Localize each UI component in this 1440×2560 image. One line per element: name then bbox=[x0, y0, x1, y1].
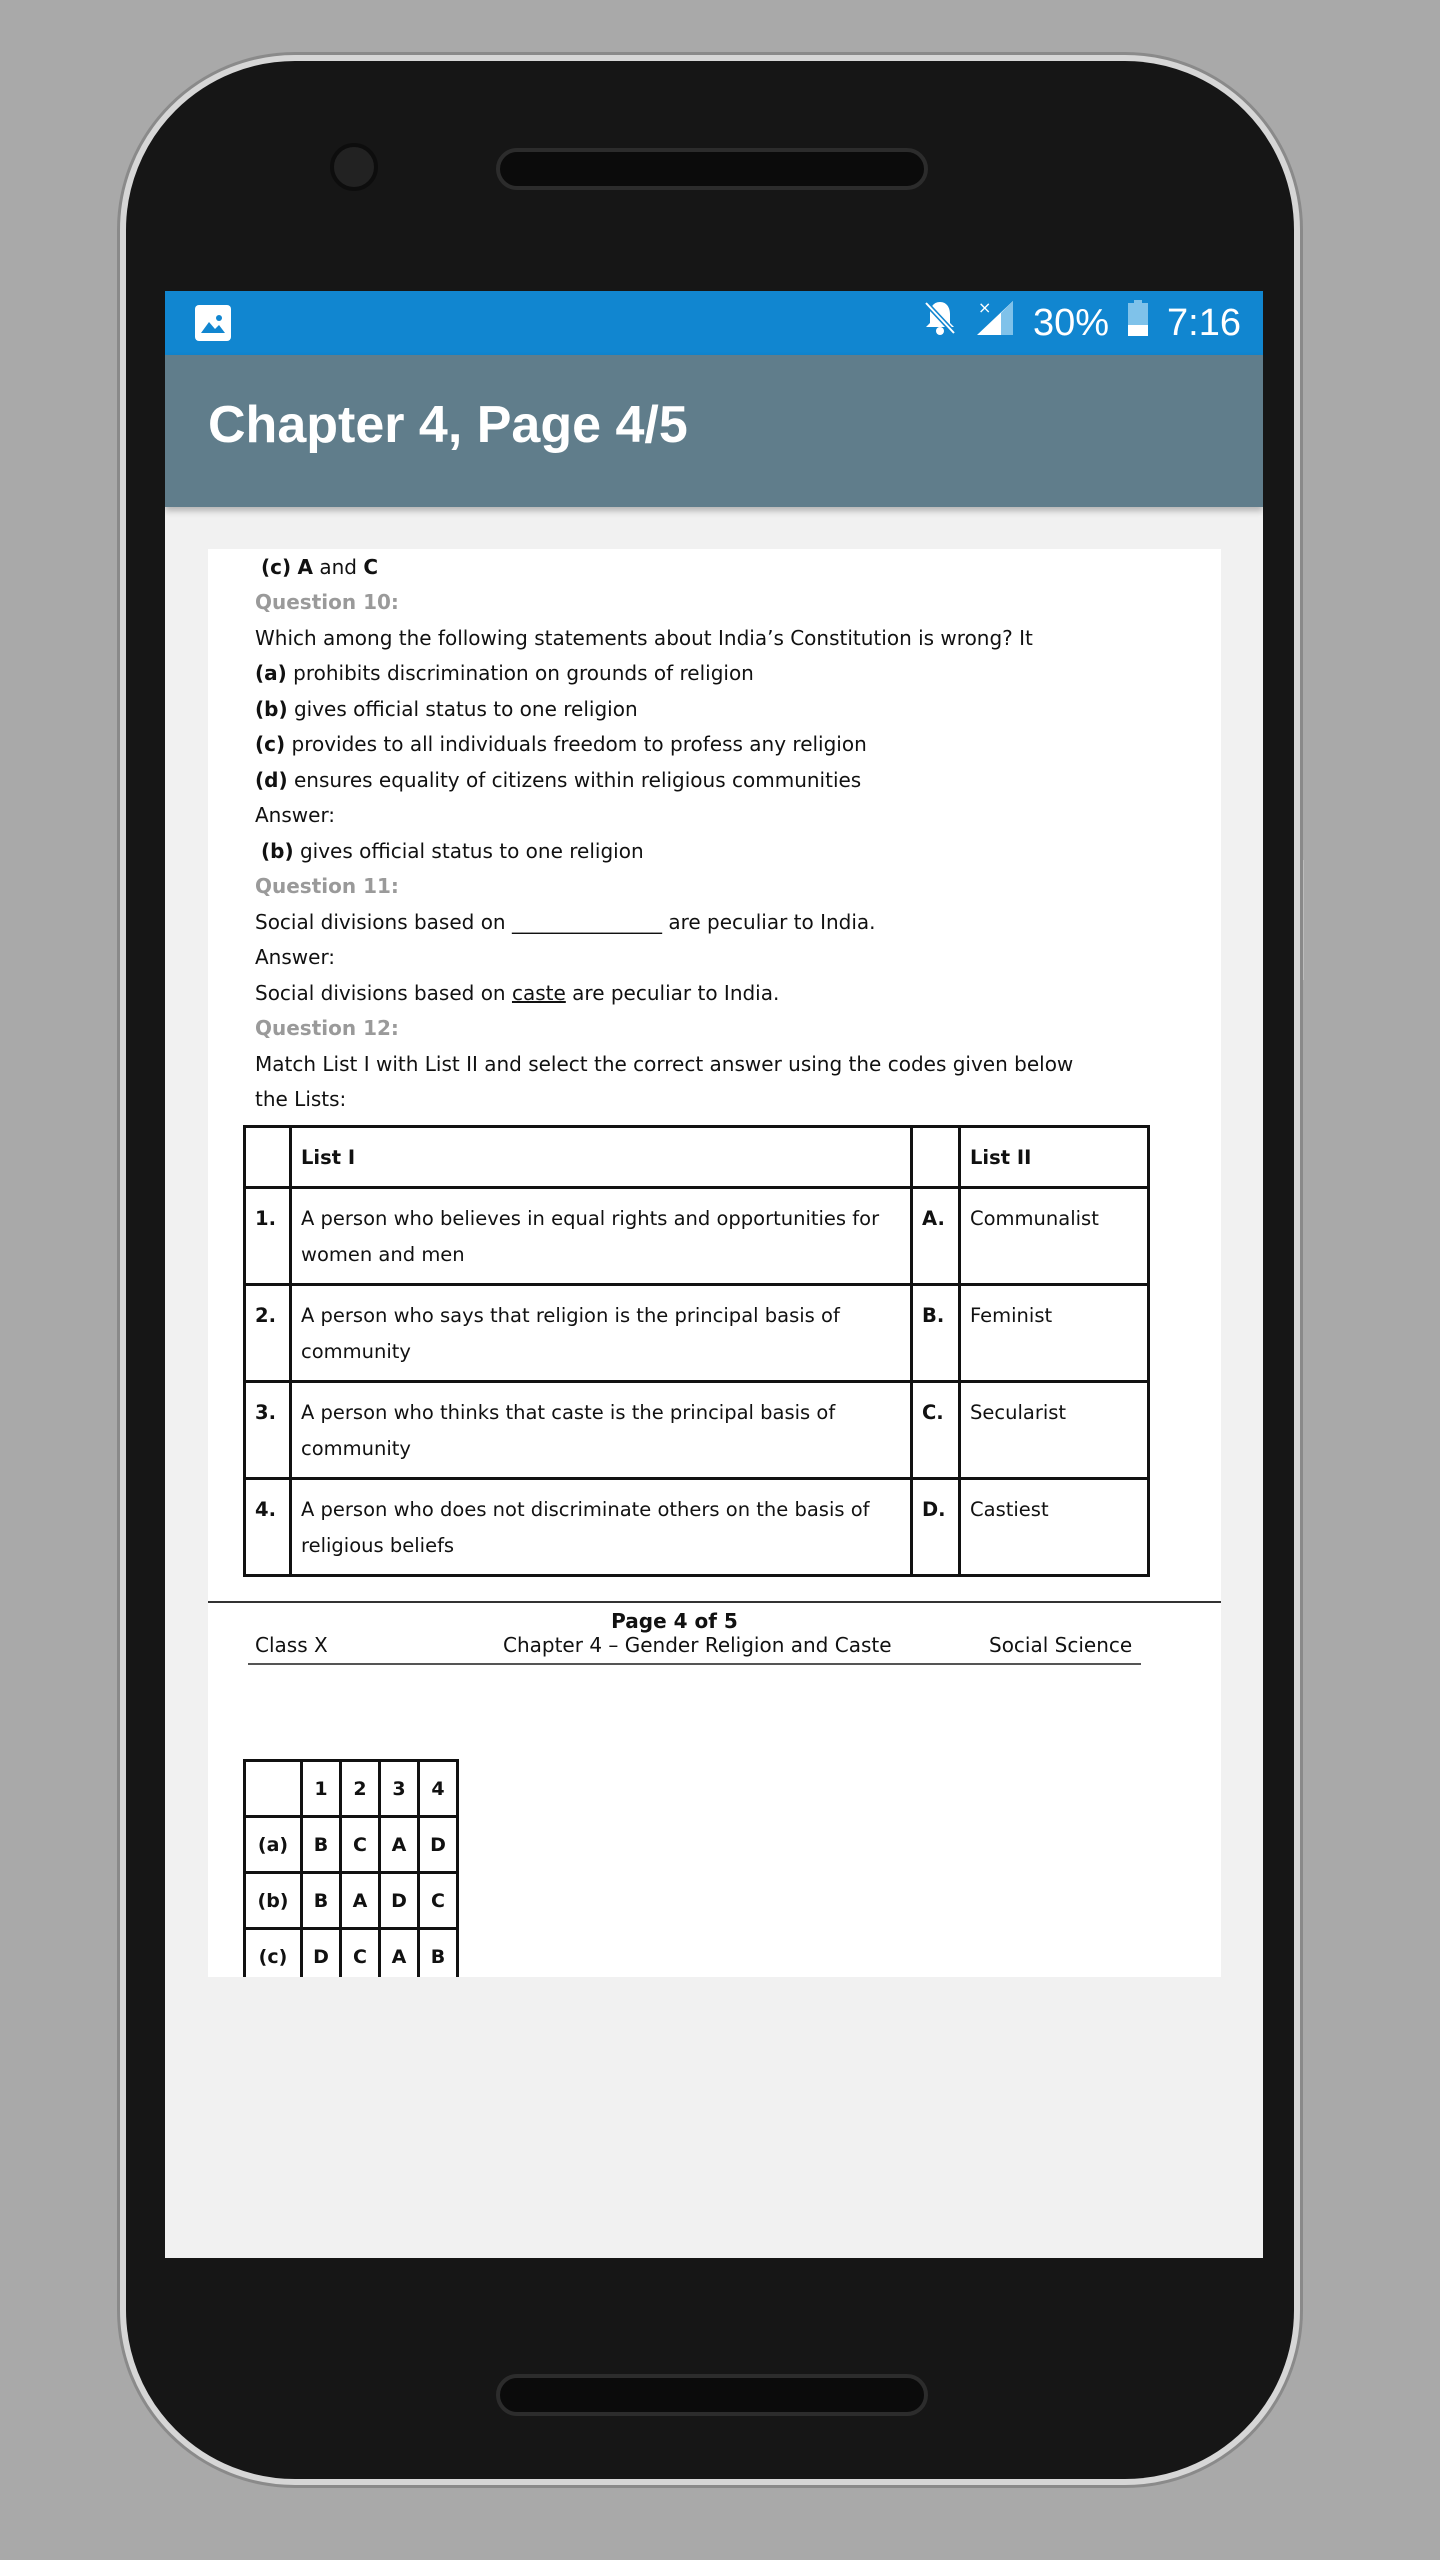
answer-word: caste bbox=[511, 981, 566, 1005]
codes-label: (b) bbox=[245, 1873, 302, 1929]
option-label: (d) bbox=[255, 768, 288, 792]
codes-header: 3 bbox=[380, 1761, 419, 1817]
row-number-text: 1. bbox=[255, 1207, 276, 1230]
answer-text: gives official status to one religion bbox=[299, 839, 644, 863]
bottom-speaker bbox=[496, 2374, 928, 2416]
footer-page: Page 4 of 5 bbox=[611, 1609, 738, 1633]
row-letter-text: B. bbox=[922, 1304, 945, 1327]
footer-center: Chapter 4 – Gender Religion and Caste bbox=[503, 1633, 892, 1657]
codes-cell: D bbox=[302, 1929, 341, 1978]
row-letter bbox=[912, 1382, 960, 1479]
codes-header: 1 bbox=[302, 1761, 341, 1817]
row-line2: women and men bbox=[301, 1243, 465, 1266]
question-10-answer bbox=[261, 839, 644, 863]
prev-answer bbox=[261, 555, 378, 579]
option-text: prohibits discrimination on grounds of religion bbox=[293, 661, 754, 685]
option-text: provides to all individuals freedom to profess any religion bbox=[291, 732, 867, 756]
codes-label: (c) bbox=[245, 1929, 302, 1978]
codes-cell: D bbox=[419, 1817, 458, 1873]
codes-cell: D bbox=[380, 1873, 419, 1929]
earpiece-speaker bbox=[496, 148, 928, 190]
question-10-option-d bbox=[255, 768, 861, 792]
page-title: Chapter 4, Page 4/5 bbox=[208, 396, 688, 454]
status-icons bbox=[923, 291, 1241, 355]
codes-cell bbox=[245, 1761, 302, 1817]
row-line2: community bbox=[301, 1437, 411, 1460]
row-line2: community bbox=[301, 1340, 411, 1363]
table-cell bbox=[912, 1127, 960, 1188]
codes-table bbox=[243, 1759, 459, 1977]
answer-text-post: are peculiar to India. bbox=[572, 981, 780, 1005]
row-letter bbox=[912, 1285, 960, 1382]
row-letter bbox=[912, 1479, 960, 1576]
row-description bbox=[291, 1188, 912, 1285]
status-bar bbox=[165, 291, 1263, 355]
question-12-heading: Question 12: bbox=[255, 1016, 399, 1040]
codes-header: 4 bbox=[419, 1761, 458, 1817]
row-item: Feminist bbox=[960, 1285, 1149, 1382]
row-item: Secularist bbox=[960, 1382, 1149, 1479]
codes-cell: C bbox=[419, 1873, 458, 1929]
prev-answer-label: (c) bbox=[261, 555, 292, 579]
codes-cell: B bbox=[419, 1929, 458, 1978]
codes-header-row bbox=[245, 1761, 458, 1817]
table-row bbox=[245, 1188, 1149, 1285]
row-number bbox=[245, 1285, 291, 1382]
svg-text:×: × bbox=[977, 299, 992, 317]
row-number bbox=[245, 1188, 291, 1285]
table-row bbox=[245, 1285, 1149, 1382]
question-11-answer bbox=[255, 981, 779, 1005]
question-11-heading: Question 11: bbox=[255, 874, 399, 898]
codes-row bbox=[245, 1929, 458, 1978]
answer-option: (b) bbox=[261, 839, 294, 863]
question-text-post: are peculiar to India. bbox=[668, 910, 876, 934]
list2-header: List II bbox=[970, 1146, 1032, 1169]
row-item: Castiest bbox=[960, 1479, 1149, 1576]
codes-cell: B bbox=[302, 1817, 341, 1873]
row-letter-text: C. bbox=[922, 1401, 944, 1424]
question-11-answer-label: Answer: bbox=[255, 945, 336, 969]
row-line1: A person who says that religion is the principal basis of bbox=[301, 1304, 840, 1327]
row-number bbox=[245, 1382, 291, 1479]
row-description bbox=[291, 1285, 912, 1382]
row-letter-text: D. bbox=[922, 1498, 946, 1521]
row-line1: A person who does not discriminate others on the basis of bbox=[301, 1498, 870, 1521]
question-10-text: Which among the following statements about India’s Constitution is wrong? It bbox=[255, 626, 1033, 650]
table-header-list2 bbox=[960, 1127, 1149, 1188]
row-description bbox=[291, 1479, 912, 1576]
footer-left: Class X bbox=[255, 1633, 328, 1657]
question-12-text-line1: Match List I with List II and select the correct answer using the codes given below bbox=[255, 1052, 1074, 1076]
prev-answer-and: and bbox=[319, 555, 357, 579]
row-number bbox=[245, 1479, 291, 1576]
codes-row bbox=[245, 1873, 458, 1929]
row-line2: religious beliefs bbox=[301, 1534, 455, 1557]
app-toolbar bbox=[165, 355, 1263, 507]
row-letter bbox=[912, 1188, 960, 1285]
table-cell bbox=[245, 1127, 291, 1188]
battery-percent: 30% bbox=[1032, 301, 1110, 344]
codes-cell: C bbox=[341, 1929, 380, 1978]
option-label: (c) bbox=[255, 732, 286, 756]
table-row bbox=[245, 1382, 1149, 1479]
codes-header: 2 bbox=[341, 1761, 380, 1817]
question-10-option-c bbox=[255, 732, 867, 756]
footer-underline bbox=[248, 1663, 1141, 1665]
question-10-option-b bbox=[255, 697, 638, 721]
option-text: gives official status to one religion bbox=[293, 697, 638, 721]
option-label: (a) bbox=[255, 661, 287, 685]
question-10-heading: Question 10: bbox=[255, 590, 399, 614]
row-line1: A person who believes in equal rights and opportunities for bbox=[301, 1207, 880, 1230]
codes-row bbox=[245, 1817, 458, 1873]
question-blank: _______________ bbox=[511, 910, 662, 934]
footer-divider bbox=[208, 1601, 1221, 1603]
row-number-text: 2. bbox=[255, 1304, 276, 1327]
row-line1: A person who thinks that caste is the principal basis of bbox=[301, 1401, 836, 1424]
question-text-pre: Social divisions based on bbox=[255, 910, 506, 934]
row-item: Communalist bbox=[960, 1188, 1149, 1285]
codes-cell: C bbox=[341, 1817, 380, 1873]
codes-label: (a) bbox=[245, 1817, 302, 1873]
question-12-text-line2: the Lists: bbox=[255, 1087, 347, 1111]
battery-icon bbox=[1127, 299, 1149, 347]
prev-answer-a: A bbox=[297, 555, 313, 579]
answer-text-pre: Social divisions based on bbox=[255, 981, 506, 1005]
match-table bbox=[243, 1125, 1150, 1577]
codes-cell: B bbox=[302, 1873, 341, 1929]
status-time: 7:16 bbox=[1167, 301, 1241, 344]
prev-answer-c: C bbox=[363, 555, 379, 579]
table-header-row bbox=[245, 1127, 1149, 1188]
table-header-list1 bbox=[291, 1127, 912, 1188]
option-label: (b) bbox=[255, 697, 288, 721]
codes-cell: A bbox=[380, 1929, 419, 1978]
codes-cell: A bbox=[380, 1817, 419, 1873]
row-number-text: 3. bbox=[255, 1401, 276, 1424]
question-10-answer-label: Answer: bbox=[255, 803, 336, 827]
phone-screen bbox=[165, 291, 1263, 2258]
gallery-icon bbox=[195, 305, 231, 341]
row-description bbox=[291, 1382, 912, 1479]
list1-header: List I bbox=[301, 1146, 356, 1169]
row-number-text: 4. bbox=[255, 1498, 276, 1521]
codes-cell: A bbox=[341, 1873, 380, 1929]
signal-x-icon bbox=[975, 299, 1015, 347]
question-11-text bbox=[255, 910, 876, 934]
option-text: ensures equality of citizens within religious communities bbox=[293, 768, 862, 792]
document-page[interactable] bbox=[208, 549, 1221, 1977]
footer-right: Social Science bbox=[989, 1633, 1133, 1657]
row-letter-text: A. bbox=[922, 1207, 945, 1230]
front-camera bbox=[330, 143, 378, 191]
bell-off-icon bbox=[923, 299, 957, 347]
table-row bbox=[245, 1479, 1149, 1576]
question-10-option-a bbox=[255, 661, 754, 685]
